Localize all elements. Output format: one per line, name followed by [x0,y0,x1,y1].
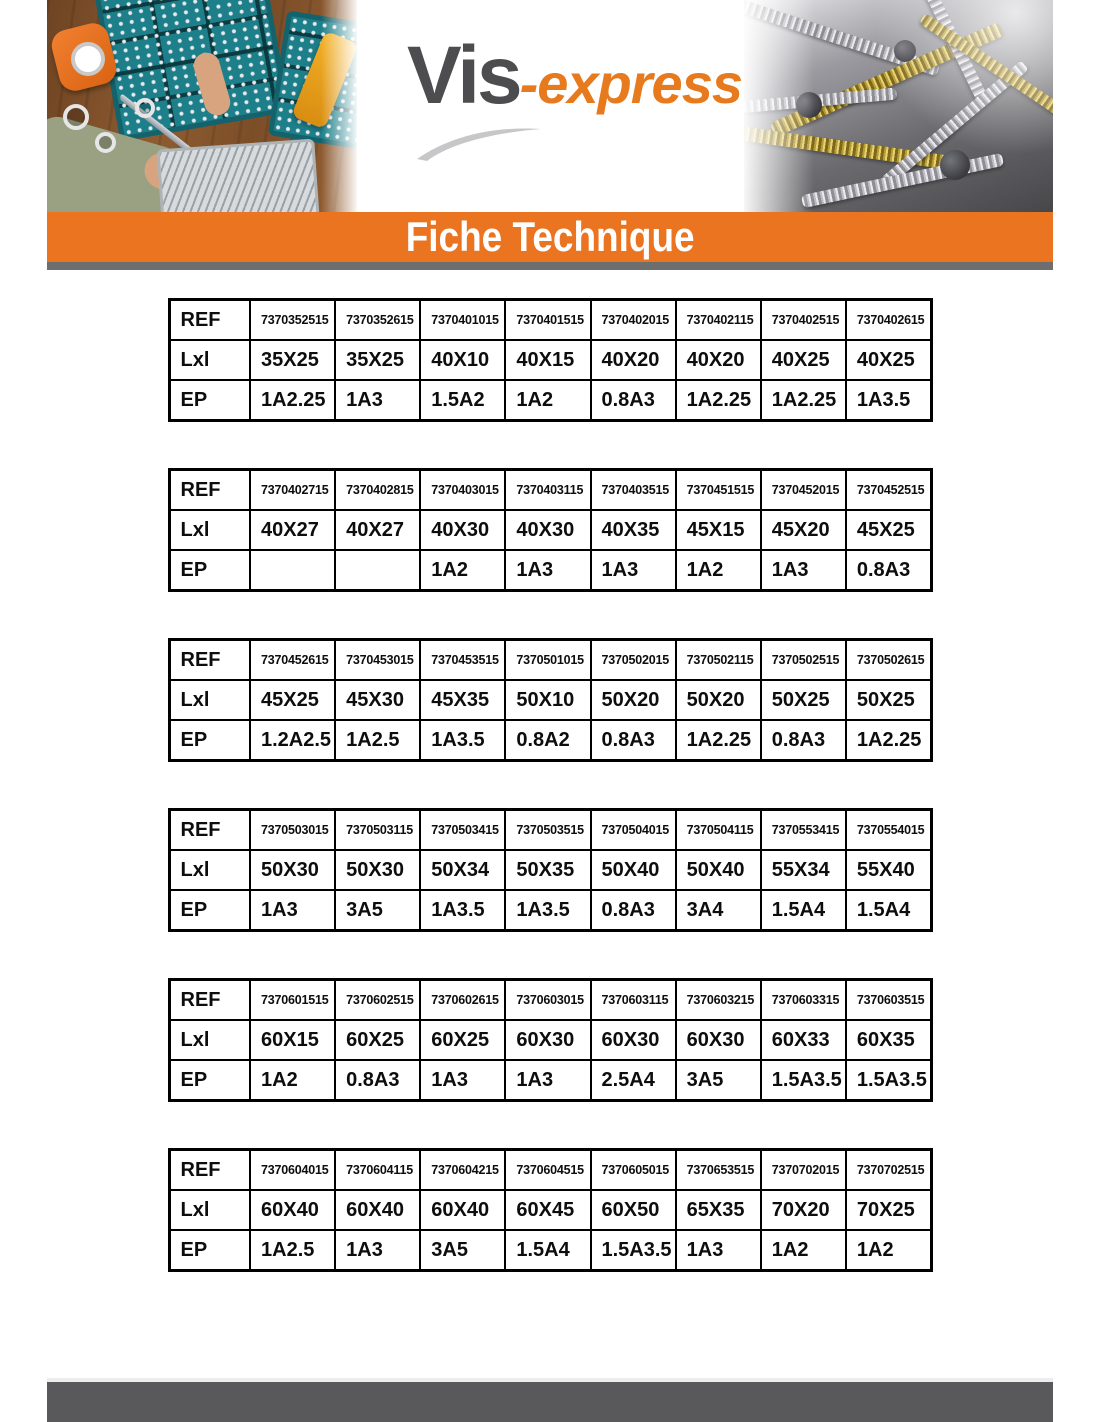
lxl-cell: 60X30 [676,1020,761,1060]
ep-cell: 1A3 [335,380,420,421]
lxl-row [169,1190,931,1230]
ep-cell: 1A3.5 [505,890,590,931]
ref-cell: 7370501015 [505,640,590,681]
row-label-lxl: Lxl [169,510,250,550]
lxl-cell: 45X15 [676,510,761,550]
ref-cell: 7370604115 [335,1150,420,1191]
ep-cell: 1A2 [420,550,505,591]
ep-row [169,720,931,761]
lxl-cell: 40X25 [761,340,846,380]
ep-row [169,1060,931,1101]
row-label-ep: EP [169,1060,250,1101]
logo-swoosh-icon [415,124,543,162]
ref-cell: 7370601515 [250,980,335,1021]
lxl-cell: 70X25 [846,1190,931,1230]
lxl-cell: 65X35 [676,1190,761,1230]
row-label-lxl: Lxl [169,1190,250,1230]
ep-cell: 3A5 [335,890,420,931]
ref-cell: 7370401015 [420,300,505,341]
ep-cell: 1A2.25 [761,380,846,421]
lxl-cell: 50X30 [250,850,335,890]
lxl-cell: 40X15 [505,340,590,380]
lxl-cell: 60X25 [335,1020,420,1060]
lxl-row [169,1020,931,1060]
lxl-row [169,680,931,720]
spec-table [168,298,933,422]
ref-cell: 7370605015 [591,1150,676,1191]
lxl-cell: 40X30 [505,510,590,550]
ep-cell: 3A5 [420,1230,505,1271]
lxl-cell: 50X10 [505,680,590,720]
ep-cell: 0.8A2 [505,720,590,761]
spec-table [168,468,933,592]
ep-cell [335,550,420,591]
row-label-ep: EP [169,380,250,421]
ref-cell: 7370402715 [250,470,335,511]
row-label-ref: REF [169,980,250,1021]
row-label-ref: REF [169,810,250,851]
lxl-cell: 60X35 [846,1020,931,1060]
logo [357,0,744,212]
page-title: Fiche Technique [405,213,695,260]
ep-cell: 1A2.25 [676,720,761,761]
lxl-cell: 60X33 [761,1020,846,1060]
spec-table [168,638,933,762]
ref-cell: 7370453015 [335,640,420,681]
ep-row [169,890,931,931]
ep-cell: 1A2 [846,1230,931,1271]
ref-cell: 7370503415 [420,810,505,851]
lxl-cell: 55X40 [846,850,931,890]
ep-row [169,1230,931,1271]
ref-cell: 7370502515 [761,640,846,681]
ref-row [169,810,931,851]
lxl-row [169,850,931,890]
ref-cell: 7370452615 [250,640,335,681]
ref-cell: 7370402815 [335,470,420,511]
ref-cell: 7370452015 [761,470,846,511]
ep-cell: 1.5A2 [420,380,505,421]
ep-cell: 0.8A3 [761,720,846,761]
lxl-cell: 55X34 [761,850,846,890]
ep-cell: 0.8A3 [335,1060,420,1101]
ep-cell: 1.5A4 [846,890,931,931]
ep-cell: 1A2 [505,380,590,421]
page-content [47,0,1053,1422]
ref-cell: 7370504015 [591,810,676,851]
tape-measure-core-icon [71,42,105,76]
ep-cell: 1A2.25 [250,380,335,421]
ref-cell: 7370402515 [761,300,846,341]
lxl-cell: 50X20 [591,680,676,720]
screws-photo [744,0,1053,212]
brand-name-secondary: -express [519,52,742,115]
row-label-lxl: Lxl [169,680,250,720]
lxl-cell: 45X25 [250,680,335,720]
lxl-cell: 35X25 [250,340,335,380]
header [47,0,1053,212]
lxl-cell: 60X30 [591,1020,676,1060]
ep-cell: 1A2.25 [676,380,761,421]
ep-cell: 2.5A4 [591,1060,676,1101]
ref-cell: 7370602515 [335,980,420,1021]
ref-cell: 7370403115 [505,470,590,511]
title-banner [47,212,1053,262]
lxl-cell: 70X20 [761,1190,846,1230]
lxl-cell: 40X27 [335,510,420,550]
ref-row [169,1150,931,1191]
ref-cell: 7370653515 [676,1150,761,1191]
ep-cell: 1A3 [505,550,590,591]
lxl-cell: 50X30 [335,850,420,890]
ep-cell: 1A2.5 [335,720,420,761]
ep-cell: 0.8A3 [591,720,676,761]
ref-cell: 7370451515 [676,470,761,511]
lxl-cell: 45X30 [335,680,420,720]
ep-cell: 0.8A3 [591,890,676,931]
lxl-cell: 40X10 [420,340,505,380]
lxl-cell: 40X25 [846,340,931,380]
ep-cell: 1.2A2.5 [250,720,335,761]
ep-row [169,380,931,421]
row-label-ref: REF [169,640,250,681]
lxl-cell: 40X30 [420,510,505,550]
row-label-ref: REF [169,300,250,341]
ep-cell: 1A3 [676,1230,761,1271]
row-label-lxl: Lxl [169,340,250,380]
row-label-ep: EP [169,550,250,591]
ep-cell: 1A3 [591,550,676,591]
ep-cell: 3A4 [676,890,761,931]
row-label-ep: EP [169,720,250,761]
ref-cell: 7370702015 [761,1150,846,1191]
ref-cell: 7370604515 [505,1150,590,1191]
ref-row [169,640,931,681]
ref-row [169,470,931,511]
ep-cell: 1A2.5 [250,1230,335,1271]
washer-icon [63,104,89,130]
ref-cell: 7370603115 [591,980,676,1021]
photo-fade [744,0,814,212]
ep-cell [250,550,335,591]
lxl-cell: 50X34 [420,850,505,890]
ref-cell: 7370602615 [420,980,505,1021]
ref-cell: 7370502015 [591,640,676,681]
lxl-cell: 50X40 [591,850,676,890]
row-label-ref: REF [169,470,250,511]
ep-row [169,550,931,591]
ep-cell: 1A3 [761,550,846,591]
ref-cell: 7370452515 [846,470,931,511]
ep-cell: 0.8A3 [846,550,931,591]
washer-icon [95,132,116,153]
lxl-cell: 60X15 [250,1020,335,1060]
lxl-cell: 60X40 [420,1190,505,1230]
banner-underline [47,262,1053,270]
ref-cell: 7370603215 [676,980,761,1021]
lxl-row [169,340,931,380]
ref-cell: 7370453515 [420,640,505,681]
ep-cell: 1.5A3.5 [846,1060,931,1101]
ep-cell: 1A3 [505,1060,590,1101]
ref-row [169,980,931,1021]
row-label-ref: REF [169,1150,250,1191]
ref-cell: 7370403515 [591,470,676,511]
ref-cell: 7370604215 [420,1150,505,1191]
spec-tables [47,270,1053,1272]
lxl-cell: 50X25 [846,680,931,720]
lxl-cell: 60X50 [591,1190,676,1230]
lxl-cell: 45X20 [761,510,846,550]
ep-cell: 1A3 [420,1060,505,1101]
ep-cell: 1.5A4 [761,890,846,931]
ref-cell: 7370503115 [335,810,420,851]
lxl-cell: 60X30 [505,1020,590,1060]
ref-cell: 7370402115 [676,300,761,341]
ref-cell: 7370603015 [505,980,590,1021]
ep-cell: 0.8A3 [591,380,676,421]
screw-tray-icon [156,139,319,212]
ref-cell: 7370402615 [846,300,931,341]
ep-cell: 1A2.25 [846,720,931,761]
ref-cell: 7370503015 [250,810,335,851]
lxl-cell: 35X25 [335,340,420,380]
row-label-ep: EP [169,890,250,931]
ref-cell: 7370401515 [505,300,590,341]
ep-cell: 1.5A4 [505,1230,590,1271]
row-label-ep: EP [169,1230,250,1271]
ref-cell: 7370603315 [761,980,846,1021]
ref-cell: 7370352615 [335,300,420,341]
footer-bar [47,1378,1053,1422]
lxl-cell: 50X40 [676,850,761,890]
washer-icon [135,98,155,118]
screw-organizer-box-icon [92,0,290,142]
spec-table [168,1148,933,1272]
ref-cell: 7370502615 [846,640,931,681]
ep-cell: 1A3 [335,1230,420,1271]
spec-table [168,808,933,932]
ep-cell: 1A2 [676,550,761,591]
ep-cell: 1A3.5 [420,720,505,761]
ref-cell: 7370352515 [250,300,335,341]
ref-cell: 7370604015 [250,1150,335,1191]
ref-cell: 7370403015 [420,470,505,511]
lxl-cell: 40X35 [591,510,676,550]
ref-cell: 7370702515 [846,1150,931,1191]
ep-cell: 1A3.5 [846,380,931,421]
ep-cell: 1A2 [761,1230,846,1271]
ep-cell: 1.5A3.5 [761,1060,846,1101]
lxl-row [169,510,931,550]
workbench-photo [47,0,357,212]
spec-table [168,978,933,1102]
lxl-cell: 45X25 [846,510,931,550]
lxl-cell: 45X35 [420,680,505,720]
ep-cell: 1A2 [250,1060,335,1101]
brand-name-primary: Vis [407,30,520,121]
ref-row [169,300,931,341]
row-label-lxl: Lxl [169,850,250,890]
lxl-cell: 60X45 [505,1190,590,1230]
lxl-cell: 40X20 [591,340,676,380]
ep-cell: 1A3 [250,890,335,931]
lxl-cell: 60X40 [250,1190,335,1230]
ref-cell: 7370402015 [591,300,676,341]
lxl-cell: 40X20 [676,340,761,380]
ref-cell: 7370504115 [676,810,761,851]
ref-cell: 7370502115 [676,640,761,681]
lxl-cell: 60X25 [420,1020,505,1060]
lxl-cell: 40X27 [250,510,335,550]
ref-cell: 7370553415 [761,810,846,851]
ep-cell: 1A3.5 [420,890,505,931]
ep-cell: 3A5 [676,1060,761,1101]
lxl-cell: 50X25 [761,680,846,720]
ref-cell: 7370554015 [846,810,931,851]
lxl-cell: 50X20 [676,680,761,720]
row-label-lxl: Lxl [169,1020,250,1060]
ref-cell: 7370603515 [846,980,931,1021]
ref-cell: 7370503515 [505,810,590,851]
photo-fade [321,0,357,212]
ep-cell: 1.5A3.5 [591,1230,676,1271]
lxl-cell: 60X40 [335,1190,420,1230]
lxl-cell: 50X35 [505,850,590,890]
